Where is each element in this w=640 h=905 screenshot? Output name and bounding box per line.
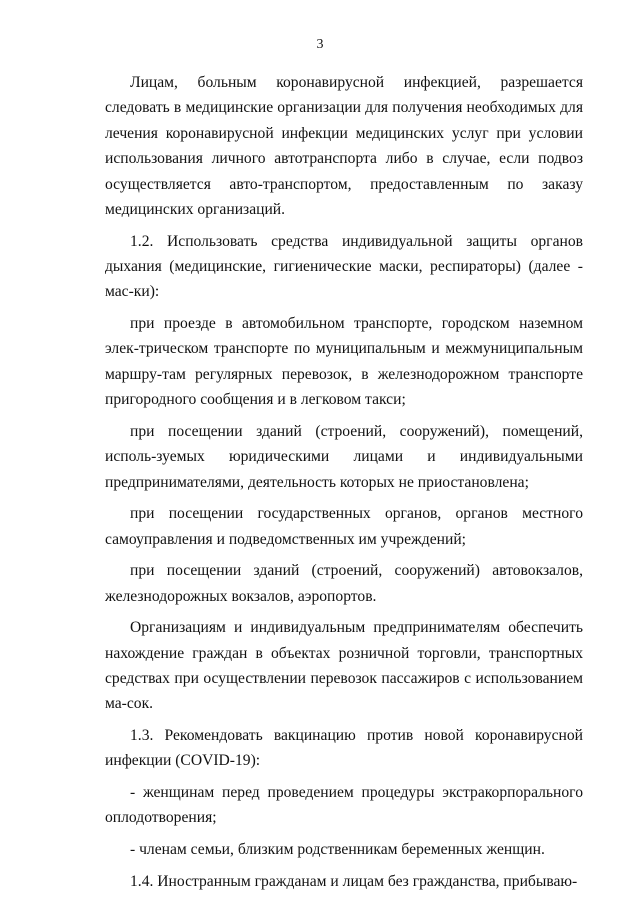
paragraph-women-ivf: - женщинам перед проведением процедуры экстракорпорального оплодотворения; — [105, 784, 583, 827]
paragraph-buildings-masks: при посещении зданий (строений, сооружений), помещений, исполь-зуемых юридическими лицами и индивидуальными предпринимателями, деятельность которых не приостановлена; — [105, 422, 583, 491]
paragraph-1-3-vaccination: 1.3. Рекомендовать вакцинацию против новой коронавирусной инфекции (COVID-19): — [105, 727, 583, 770]
page-number: 3 — [316, 37, 324, 52]
paragraph-stations-masks: при посещении зданий (строений, сооружений) автовокзалов, железнодорожных вокзалов, аэропортов. — [105, 562, 583, 605]
paragraph-1-4-foreigners: 1.4. Иностранным гражданам и лицам без гражданства, прибываю- — [130, 872, 578, 890]
document-body — [105, 70, 583, 900]
paragraph-family-members: - членам семьи, близким родственникам беременных женщин. — [130, 841, 545, 859]
paragraph-organizations-masks: Организациям и индивидуальным предпринимателям обеспечить нахождение граждан в объектах розничной торговли, транспортных средствах при осуществлении перевозок пассажиров с использованием ма-сок. — [105, 619, 583, 713]
paragraph-patients-transport: Лицам, больным коронавирусной инфекцией, разрешается следовать в медицинские организации для получения необходимых для лечения коронавирусной инфекции медицинских услуг при условии использования личного автотранспорта либо в случае, если подвоз осуществляется авто-транспортом, предоставленным по заказу медицинских организаций. — [105, 74, 583, 219]
paragraph-government-masks: при посещении государственных органов, органов местного самоуправления и подведомственных им учреждений; — [105, 505, 583, 548]
paragraph-1-2-masks: 1.2. Использовать средства индивидуальной защиты органов дыхания (медицинские, гигиенические маски, респираторы) (далее - мас-ки): — [105, 232, 583, 301]
paragraph-transport-masks: при проезде в автомобильном транспорте, городском наземном элек-трическом транспорте по муниципальным и межмуниципальным маршру-там регулярных перевозок, в железнодорожном транспорте пригородного сообщения и в легковом такси; — [105, 315, 583, 409]
